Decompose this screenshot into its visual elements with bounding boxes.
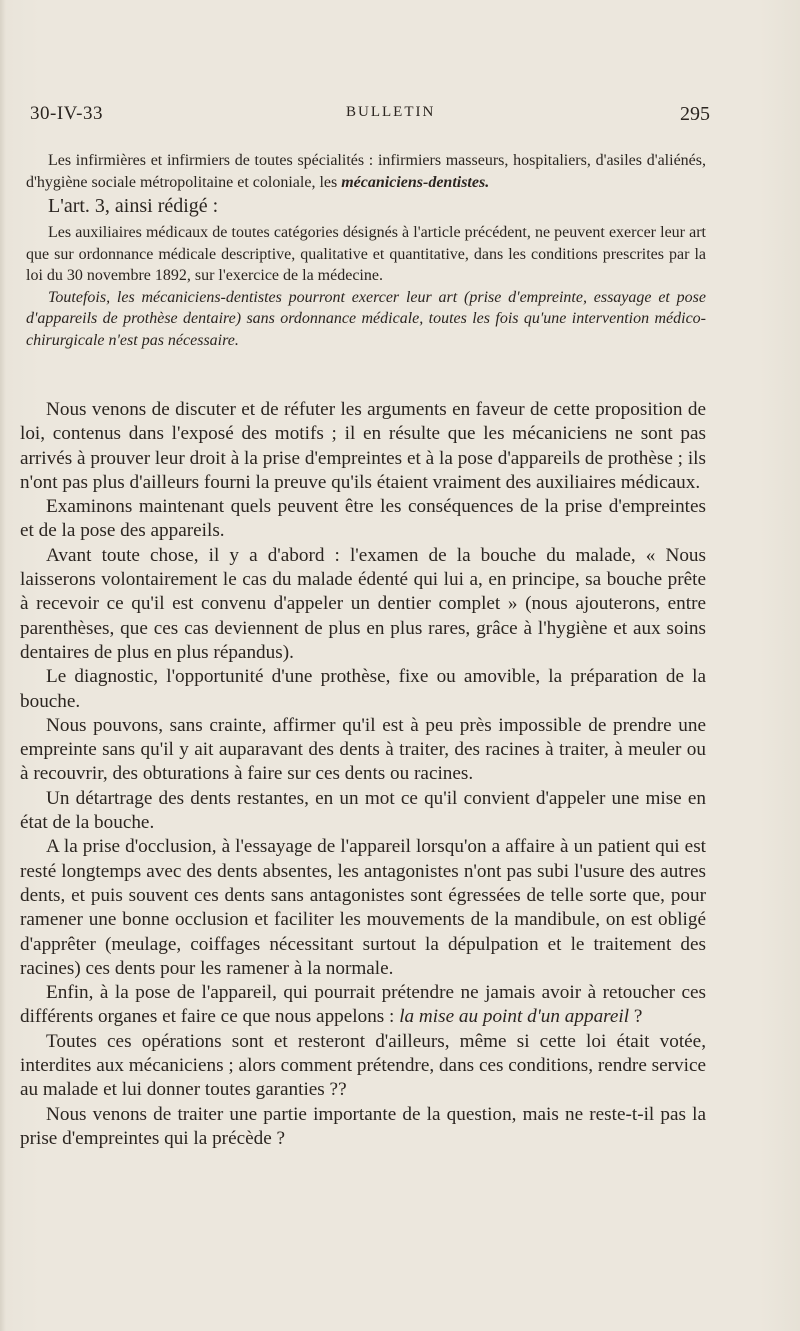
body-paragraph-4: Le diagnostic, l'opportunité d'une prothèse, fixe ou amovible, la préparation de la bouche. — [20, 666, 706, 712]
page-header — [30, 100, 710, 130]
p8-end: ? — [629, 1006, 643, 1028]
p8-emphasis: la mise au point d'un appareil — [399, 1006, 630, 1028]
intro-paragraph — [26, 150, 706, 193]
page-number: 295 — [680, 103, 710, 125]
body-paragraph-6: Un détartrage des dents restantes, en un mot ce qu'il convient d'appeler une mise en état de la bouche. — [20, 787, 706, 834]
article-heading: L'art. 3, ainsi rédigé : — [48, 195, 219, 217]
body-paragraph-1: Nous venons de discuter et de réfuter les arguments en faveur de cette proposition de loi, contenus dans l'exposé des motifs ; il en résulte que les mécaniciens ne sont pas arrivés à prouver leur droit à la prise d'empreintes et à la pose d'appareils de prothèse ; ils n'ont pas plus d'ailleurs fourni la preuve qu'ils étaient vraiment des auxiliaires médicaux. — [20, 399, 706, 493]
main-text-block — [20, 398, 706, 1151]
body-paragraph-2: Examinons maintenant quels peuvent être les conséquences de la prise d'empreintes et de la pose des appareils. — [20, 496, 706, 542]
body-paragraph-5: Nous pouvons, sans crainte, affirmer qu'il est à peu près impossible de prendre une empreinte sans qu'il y ait auparavant des dents à traiter, des racines à traiter, à meuler ou à recouvrir, des obturations à faire sur ces dents ou racines. — [20, 714, 706, 785]
p8-text: Enfin, à la pose de l'appareil, qui pourrait prétendre ne jamais avoir à retoucher ces différents organes et faire ce que nous appelons : — [20, 982, 706, 1028]
body-paragraph-3: Avant toute chose, il y a d'abord : l'examen de la bouche du malade, « Nous laisserons volontairement le cas du malade édenté qui lui a, en principe, sa bouche prête à recevoir ce qu'il est convenu d'appeler un dentier complet » (nous ajouterons, entre parenthèses, que ces cas deviennent de plus en plus rares, grâce à l'hygiène et aux soins dentaires de plus en plus répandus). — [20, 544, 706, 663]
article-paragraph-2: Toutefois, les mécaniciens-dentistes pourront exercer leur art (prise d'empreinte, essayage et pose d'appareils de prothèse dentaire) sans ordonnance médicale, toutes les fois qu'une intervention médico-chirurgicale n'est pas nécessaire. — [26, 288, 706, 349]
body-paragraph-9: Toutes ces opérations sont et resteront d'ailleurs, même si cette loi était votée, interdites aux mécaniciens ; alors comment prétendre, dans ces conditions, rendre service au malade et lui donner toutes garanties ?? — [20, 1030, 706, 1101]
body-paragraph-10: Nous venons de traiter une partie importante de la question, mais ne reste-t-il pas la prise d'empreintes qui la précède ? — [20, 1103, 706, 1149]
article-paragraph-1: Les auxiliaires médicaux de toutes catégories désignés à l'article précédent, ne peuvent exercer leur art que sur ordonnance médicale descriptive, qualitative et quantitative, dans les conditions prescrites par la loi du 30 novembre 1892, sur l'exercice de la médecine. — [26, 224, 706, 284]
intro-emphasis: mécaniciens-dentistes. — [341, 173, 490, 191]
body-paragraph-8 — [20, 981, 706, 1030]
issue-date: 30-IV-33 — [30, 103, 103, 124]
running-title: BULLETIN — [346, 104, 436, 120]
body-paragraph-7: A la prise d'occlusion, à l'essayage de l'appareil lorsqu'on a affaire à un patient qui est resté longtemps avec des dents absentes, les antagonistes n'ont pas subi l'usure des autres dents, et puis souvent ces dents sans antagonistes sont égressées de telle sorte que, pour ramener une bonne occlusion et faciliter les mouvements de la mandibule, on est obligé d'apprêter (meulage, coiffages nécessitant surtout la dépulpation et le traitement des racines) ces dents pour les ramener à la normale. — [20, 836, 706, 979]
quoted-text-block — [26, 150, 706, 351]
intro-text: Les infirmières et infirmiers de toutes spécialités : infirmiers masseurs, hospitaliers, d'asiles d'aliénés, d'hygiène sociale métropolitaine et coloniale, les — [26, 152, 706, 191]
